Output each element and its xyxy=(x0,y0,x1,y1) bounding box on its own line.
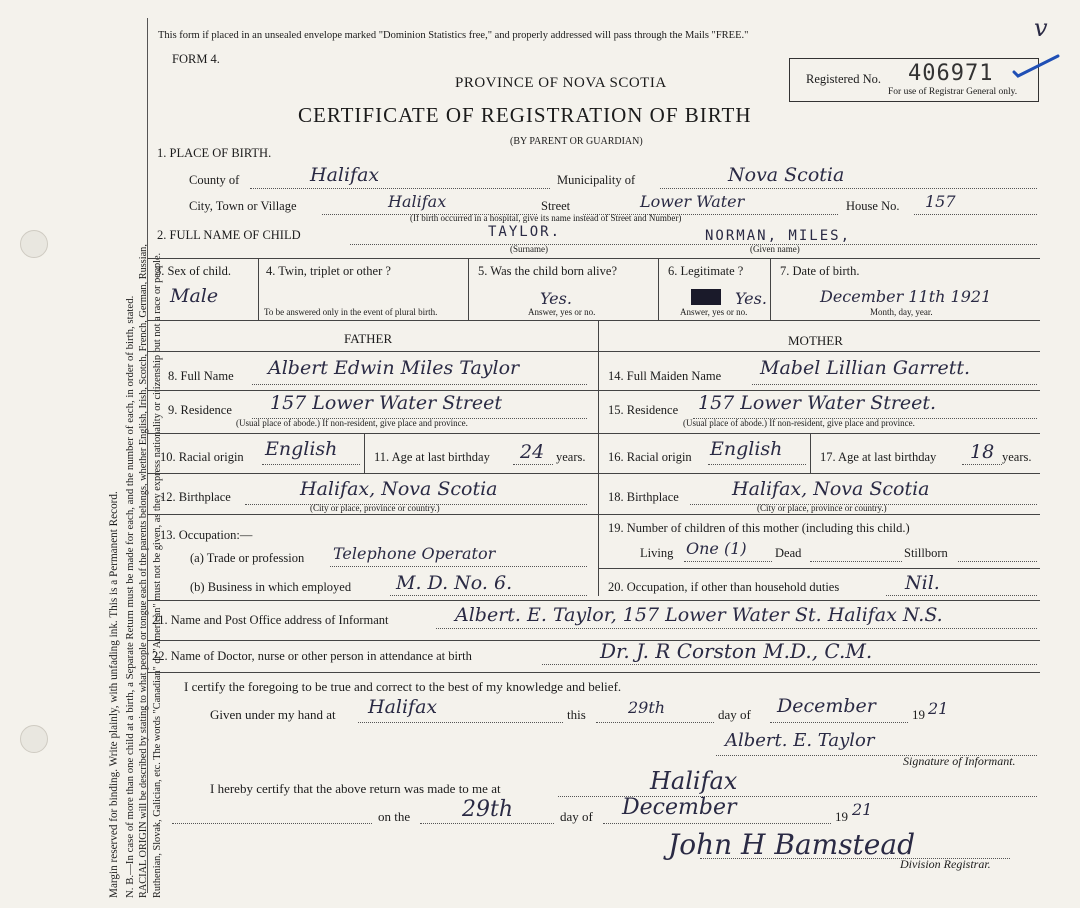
sex-value: Male xyxy=(170,285,219,307)
father-business-line xyxy=(390,595,587,596)
registrar-caption: Division Registrar. xyxy=(900,857,991,871)
certify-statement: I certify the foregoing to be true and correct to the best of my knowledge and belief. xyxy=(184,679,622,694)
rule xyxy=(147,433,598,434)
mother-residence-label: 15. Residence xyxy=(608,403,679,417)
registrar-month-value: December xyxy=(622,795,737,820)
doctor-label: 22. Name of Doctor, nurse or other person in attendance at birth xyxy=(152,649,472,663)
child-name-label: 2. FULL NAME OF CHILD xyxy=(157,228,301,242)
registrar-place-value: Halifax xyxy=(650,767,738,795)
father-occupation-label: 13. Occupation:— xyxy=(160,528,253,542)
registrar-day-of-label: day of xyxy=(560,809,593,824)
rule xyxy=(147,640,1040,641)
mother-occupation-label: 20. Occupation, if other than household duties xyxy=(608,580,840,594)
mother-age-label: 17. Age at last birthday xyxy=(820,450,937,464)
child-name-line xyxy=(350,244,1037,245)
street-label: Street xyxy=(541,199,571,213)
rule xyxy=(810,433,811,473)
rule xyxy=(598,433,1040,434)
county-line xyxy=(250,188,550,189)
rule xyxy=(364,433,365,473)
municipality-line xyxy=(660,188,1037,189)
dead-line xyxy=(810,561,902,562)
rule xyxy=(598,390,1040,391)
registrar-year-value: 21 xyxy=(852,800,873,819)
father-residence-label: 9. Residence xyxy=(168,403,232,417)
rule xyxy=(147,600,1040,601)
municipality-value: Nova Scotia xyxy=(728,164,845,186)
mother-birthplace-label: 18. Birthplace xyxy=(608,490,679,504)
twin-label: 4. Twin, triplet or other ? xyxy=(266,264,391,278)
given-place-value: Halifax xyxy=(368,696,438,718)
given-day-line xyxy=(596,722,714,723)
father-trade-value: Telephone Operator xyxy=(333,544,496,563)
doctor-line xyxy=(542,664,1037,665)
mother-residence-value: 157 Lower Water Street. xyxy=(698,392,937,414)
given-month-line xyxy=(770,722,908,723)
page-subtitle: (BY PARENT OR GUARDIAN) xyxy=(510,136,643,147)
child-given-names: NORMAN, MILES, xyxy=(705,228,852,244)
county-label: County of xyxy=(189,173,240,187)
margin-note-2: N. B.—In case of more than one child at a birth, a Separate Return must be made for each, and the number of each, in order of birth, stated. xyxy=(124,295,136,898)
registrar-year-prefix: 19 xyxy=(835,809,848,824)
registered-label: Registered No. xyxy=(806,72,881,86)
father-birthplace-label: 12. Birthplace xyxy=(160,490,231,504)
on-the-label: on the xyxy=(378,809,411,824)
father-residence-note: (Usual place of abode.) If non-resident, give place and province. xyxy=(236,418,468,428)
father-name-label: 8. Full Name xyxy=(168,369,234,383)
father-racial-line xyxy=(262,464,360,465)
house-label: House No. xyxy=(846,199,900,213)
twin-note: To be answered only in the event of plural birth. xyxy=(264,307,438,317)
rule xyxy=(147,672,1040,673)
father-trade-line xyxy=(330,566,587,567)
mother-occupation-line xyxy=(886,595,1037,596)
father-birthplace-value: Halifax, Nova Scotia xyxy=(300,478,498,500)
blue-check-mark xyxy=(1012,52,1062,78)
father-trade-label: (a) Trade or profession xyxy=(190,551,305,565)
rule xyxy=(598,514,1040,515)
living-value: One (1) xyxy=(686,539,747,558)
birth-date-value: December 11th 1921 xyxy=(820,287,992,306)
mother-years-label: years. xyxy=(1002,450,1032,464)
rule xyxy=(598,320,599,596)
rule xyxy=(598,473,1040,474)
child-surname: TAYLOR. xyxy=(488,224,562,240)
father-racial-label: 10. Racial origin xyxy=(160,450,244,464)
father-name-value: Albert Edwin Miles Taylor xyxy=(268,357,520,379)
rule xyxy=(147,514,598,515)
children-count-label: 19. Number of children of this mother (including this child.) xyxy=(608,521,910,535)
alive-note: Answer, yes or no. xyxy=(528,307,596,317)
mother-age-value: 18 xyxy=(970,441,995,463)
legitimate-value: Yes. xyxy=(735,289,767,308)
alive-label: 5. Was the child born alive? xyxy=(478,264,618,278)
city-label: City, Town or Village xyxy=(189,199,297,213)
rule xyxy=(147,258,1040,259)
rule xyxy=(147,320,1040,321)
father-heading: FATHER xyxy=(344,331,393,346)
house-value: 157 xyxy=(925,192,956,211)
informant-signature-caption: Signature of Informant. xyxy=(903,754,1016,768)
registrar-day-value: 29th xyxy=(462,797,514,822)
margin-notes xyxy=(0,60,163,900)
mother-occupation-value: Nil. xyxy=(905,572,940,594)
registrar-signature: John H Bamstead xyxy=(668,828,915,861)
form-number: FORM 4. xyxy=(172,52,220,66)
father-birthplace-note: (City or place, province or country.) xyxy=(310,503,440,513)
registrar-statement: I hereby certify that the above return was made to me at xyxy=(210,781,501,796)
registered-number: 406971 xyxy=(908,61,994,86)
mother-racial-line xyxy=(708,464,806,465)
municipality-label: Municipality of xyxy=(557,173,636,187)
day-of-label: day of xyxy=(718,707,751,722)
registrar-lead-line xyxy=(172,823,372,824)
sex-label: 3. Sex of child. xyxy=(155,264,232,278)
rule xyxy=(770,258,771,320)
dead-label: Dead xyxy=(775,546,802,560)
mother-racial-label: 16. Racial origin xyxy=(608,450,692,464)
given-day-value: 29th xyxy=(628,698,666,717)
father-business-value: M. D. No. 6. xyxy=(396,572,513,594)
registration-box xyxy=(789,58,1039,102)
mother-residence-note: (Usual place of abode.) If non-resident, give place and province. xyxy=(683,418,915,428)
informant-signature: Albert. E. Taylor xyxy=(725,730,875,751)
rule xyxy=(258,258,259,320)
mail-note: This form if placed in an unsealed envelope marked "Dominion Statistics free," and properly addressed will pass through the Mails "FREE." xyxy=(158,30,749,41)
mother-name-value: Mabel Lillian Garrett. xyxy=(760,357,971,379)
father-age-value: 24 xyxy=(520,441,545,463)
margin-note-4: Ruthenian, Slovak, Galician, etc. The words "Canadian" or "American" must not be given, as they express nationality or citizenship but not a race or people. xyxy=(152,252,163,898)
surname-caption: (Surname) xyxy=(510,244,548,254)
street-value: Lower Water xyxy=(640,192,745,211)
registrar-month-line xyxy=(603,823,831,824)
given-year-value: 21 xyxy=(928,699,949,718)
birth-date-label: 7. Date of birth. xyxy=(780,264,860,278)
informant-value: Albert. E. Taylor, 157 Lower Water St. Halifax N.S. xyxy=(455,604,943,626)
father-residence-value: 157 Lower Water Street xyxy=(270,392,503,414)
registrar-day-line xyxy=(420,823,554,824)
father-business-label: (b) Business in which employed xyxy=(190,580,352,594)
given-place-line xyxy=(358,722,563,723)
mother-birthplace-note: (City or place, province or country.) xyxy=(757,503,887,513)
informant-line xyxy=(436,628,1037,629)
rule xyxy=(468,258,469,320)
father-years-label: years. xyxy=(556,450,586,464)
father-age-label: 11. Age at last birthday xyxy=(374,450,490,464)
house-line xyxy=(914,214,1037,215)
given-month-value: December xyxy=(777,695,876,717)
stillborn-label: Stillborn xyxy=(904,546,948,560)
place-of-birth-heading: 1. PLACE OF BIRTH. xyxy=(157,146,272,160)
mother-racial-value: English xyxy=(710,438,783,460)
mother-name-label: 14. Full Maiden Name xyxy=(608,369,722,383)
father-racial-value: English xyxy=(265,438,338,460)
legitimate-label: 6. Legitimate ? xyxy=(668,264,744,278)
father-age-line xyxy=(513,464,553,465)
this-label: this xyxy=(567,707,586,722)
living-label: Living xyxy=(640,546,674,560)
rule xyxy=(147,473,598,474)
birth-date-note: Month, day, year. xyxy=(870,307,933,317)
living-line xyxy=(684,561,772,562)
rule xyxy=(658,258,659,320)
legitimate-redaction xyxy=(691,289,721,305)
given-name-caption: (Given name) xyxy=(750,244,800,254)
margin-note-3: RACIAL ORIGIN will be described by stating to what people or tongue each of the parents belongs, whether English, Irish, Scotch, French, German, Russian, xyxy=(138,244,149,898)
legitimate-note: Answer, yes or no. xyxy=(680,307,748,317)
rule xyxy=(598,568,1040,569)
province-heading: PROVINCE OF NOVA SCOTIA xyxy=(455,75,667,91)
margin-note-1: Margin reserved for binding. Write plainly, with unfading ink. This is a Permanent Record. xyxy=(108,491,120,898)
registrar-use-note: For use of Registrar General only. xyxy=(888,87,1018,97)
hospital-note: (If birth occurred in a hospital, give its name instead of Street and Number) xyxy=(410,213,682,223)
alive-value: Yes. xyxy=(540,289,572,308)
father-name-line xyxy=(252,384,587,385)
city-value: Halifax xyxy=(388,192,447,211)
stillborn-line xyxy=(958,561,1037,562)
corner-check-mark: v xyxy=(1034,14,1048,42)
county-value: Halifax xyxy=(310,164,380,186)
informant-label: 21. Name and Post Office address of Informant xyxy=(152,613,389,627)
page-title: CERTIFICATE OF REGISTRATION OF BIRTH xyxy=(298,103,752,127)
given-under-hand-label: Given under my hand at xyxy=(210,707,336,722)
doctor-value: Dr. J. R Corston M.D., C.M. xyxy=(600,639,873,663)
rule xyxy=(147,351,1040,352)
mother-age-line xyxy=(962,464,1002,465)
year-prefix: 19 xyxy=(912,707,925,722)
mother-birthplace-value: Halifax, Nova Scotia xyxy=(732,478,930,500)
rule xyxy=(147,390,598,391)
mother-heading: MOTHER xyxy=(788,333,843,348)
mother-name-line xyxy=(752,384,1037,385)
